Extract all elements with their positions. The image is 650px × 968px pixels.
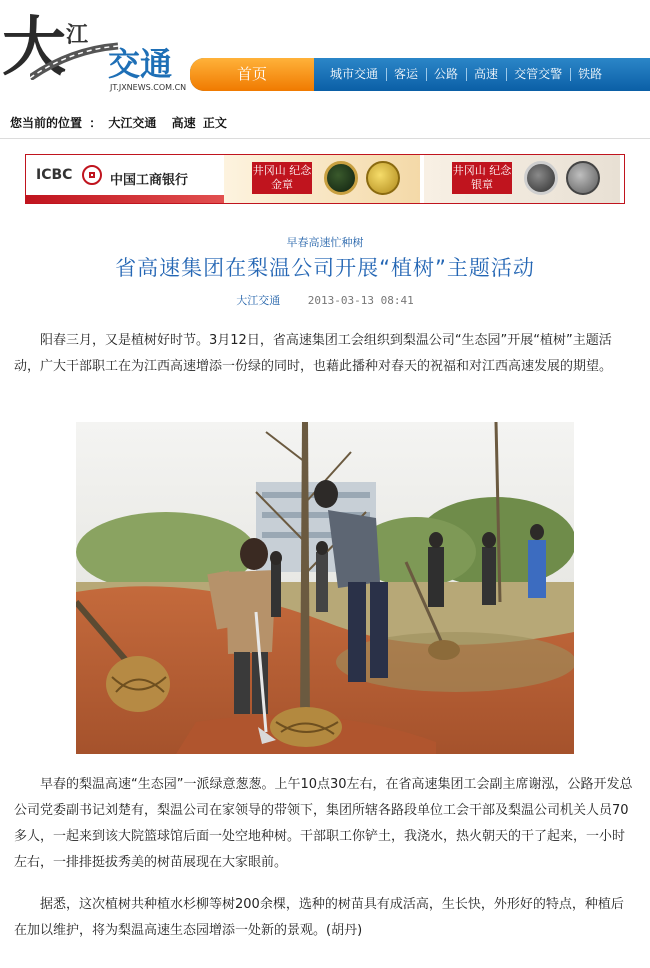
article-time: 2013-03-13 08:41 xyxy=(307,294,414,307)
icbc-ad-banner[interactable] xyxy=(25,154,625,204)
gold-coin-front-icon xyxy=(324,161,358,195)
logo-jiaotong-text: 交通 xyxy=(108,45,173,83)
breadcrumb-prefix: 您当前的位置 xyxy=(10,116,83,130)
silver-medal-ad xyxy=(424,155,620,203)
article-meta xyxy=(0,292,650,308)
breadcrumb-colon: ： xyxy=(89,116,102,130)
breadcrumb xyxy=(10,114,230,131)
nav-item-traffic-police[interactable]: 交管交警 xyxy=(506,58,570,91)
header-divider xyxy=(0,138,650,139)
logo-da-char: 大 xyxy=(2,10,66,85)
site-logo[interactable] xyxy=(0,0,190,100)
nav-home[interactable]: 首页 xyxy=(190,58,314,91)
road-swoosh-icon xyxy=(30,40,120,80)
article-title: 省高速集团在梨温公司开展“植树”主题活动 xyxy=(115,256,535,280)
gold-coin-back-icon xyxy=(366,161,400,195)
logo-url: JT.JXNEWS.COM.CN xyxy=(110,83,187,92)
nav-items xyxy=(322,58,610,91)
logo-jiang-char: 江 xyxy=(66,22,89,48)
banner-ribbon xyxy=(26,195,226,203)
icbc-abbr: ICBC xyxy=(36,167,73,183)
breadcrumb-item-current: 正文 xyxy=(202,116,227,130)
breadcrumb-item-dajiang[interactable]: 大江交通 xyxy=(108,116,157,130)
silver-coin-back-icon xyxy=(566,161,600,195)
nav-item-highway-road[interactable]: 公路 xyxy=(426,58,466,91)
tree-planting-photo xyxy=(76,422,574,754)
article-paragraph-3: 据悉，这次植树共种植水杉柳等树200余棵，选种的树苗具有成活高，生长快，外形好的特点，种植后在加以维护，将为梨温高速生态园增添一处新的景观。(胡丹) xyxy=(14,897,624,938)
nav-item-passenger[interactable]: 客运 xyxy=(386,58,426,91)
breadcrumb-item-expressway[interactable]: 高速 xyxy=(171,116,196,130)
site-header xyxy=(0,0,650,100)
icbc-name: 中国工商银行 xyxy=(110,173,189,188)
gold-medal-ad xyxy=(224,155,420,203)
nav-item-railway[interactable]: 铁路 xyxy=(570,58,610,91)
article-paragraph-2: 早春的梨温高速“生态园”一派绿意葱葱。上午10点30左右，在省高速集团工会副主席谢泓，公路开发总公司党委副书记刘楚有，梨温公司在家领导的带领下，集团所辖各路段单位工会干部及梨温公司机关人员70多人，一起来到该大院篮球馆后面一处空地种树。干部职工你铲土，我浇水，热火朝天的干了起来，一小时左右，一排排挺拔秀美的树苗展现在大家眼前。 xyxy=(14,777,633,870)
nav-item-expressway[interactable]: 高速 xyxy=(466,58,506,91)
nav-item-city-traffic[interactable]: 城市交通 xyxy=(330,67,379,81)
silver-coin-front-icon xyxy=(524,161,558,195)
icbc-logo-icon xyxy=(82,165,102,185)
silver-medal-title: 井冈山 纪念银章 xyxy=(452,162,512,194)
article-source[interactable]: 大江交通 xyxy=(236,294,281,307)
article-subtitle: 早春高速忙种树 xyxy=(286,236,364,249)
main-nav xyxy=(190,58,650,91)
article-paragraph-1: 阳春三月，又是植树好时节。3月12日，省高速集团工会组织到梨温公司“生态园”开展“植树”主题活动，广大干部职工在为江西高速增添一份绿的同时，也藉此播种对春天的祝福和对江西高速发展的期望。 xyxy=(14,333,613,374)
gold-medal-title: 井冈山 纪念金章 xyxy=(252,162,312,194)
